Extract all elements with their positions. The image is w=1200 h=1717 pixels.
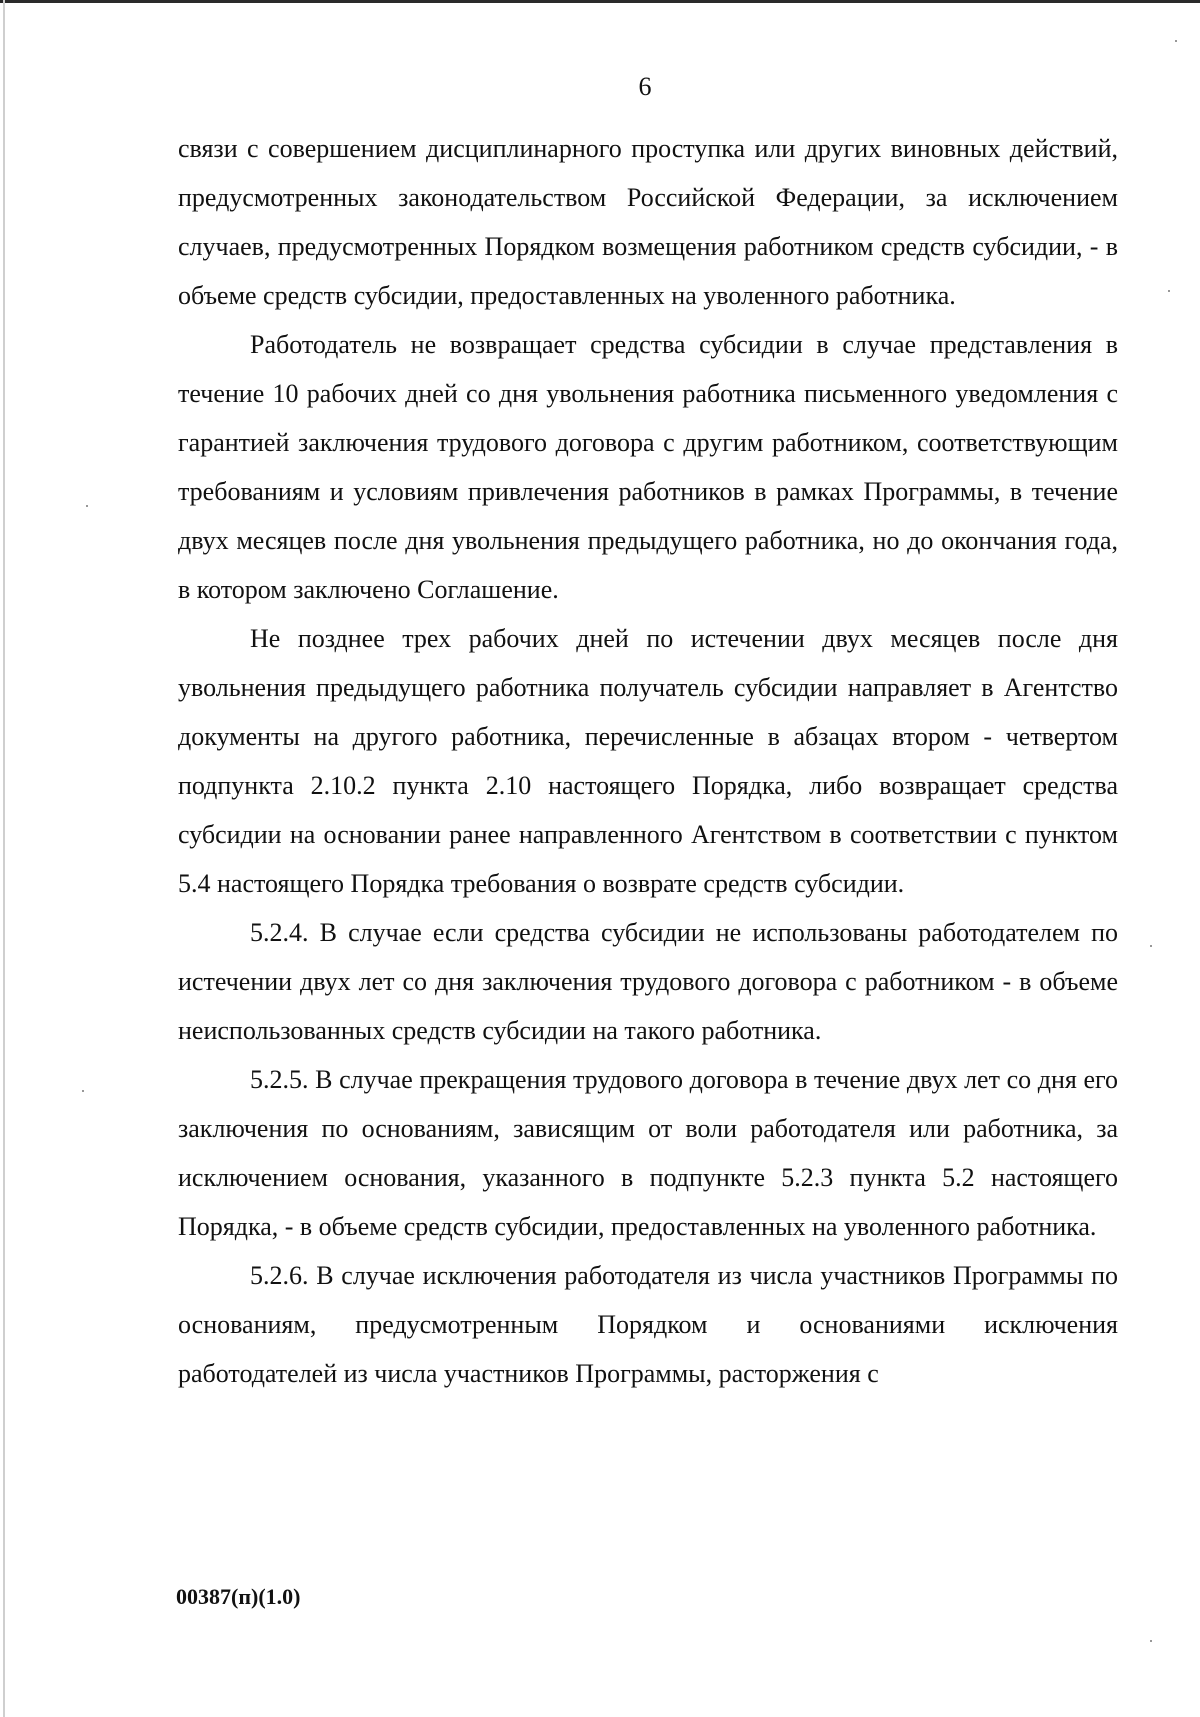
paragraph-5-2-6: 5.2.6. В случае исключения работодателя из числа участников Программы по основаниям, предусмотренным Порядком и основаниями исключения работодателей из числа участников Программы, расторжения с [178, 1261, 1118, 1388]
scan-speck [1150, 945, 1152, 947]
top-border-line [0, 0, 1200, 3]
paragraph-5-2-5: 5.2.5. В случае прекращения трудового договора в течение двух лет со дня его заключения по основаниям, зависящим от воли работодателя или работника, за исключением основания, указанного в подпункте 5.2.3 пункта 5.2 настоящего Порядка, - в объеме средств субсидии, предоставленных на уволенного работника. [178, 1065, 1118, 1241]
paragraph-deadline-documents: Не позднее трех рабочих дней по истечении двух месяцев после дня увольнения предыдущего работника получатель субсидии направляет в Агентство документы на другого работника, перечисленные в абзацах втором - четвертом подпункта 2.10.2 пункта 2.10 настоящего Порядка, либо возвращает средства субсидии на основании ранее направленного Агентством в соответствии с пунктом 5.4 настоящего Порядка требования о возврате средств субсидии. [178, 624, 1118, 898]
paragraph-continuation: связи с совершением дисциплинарного проступка или других виновных действий, предусмотренных законодательством Российской Федерации, за исключением случаев, предусмотренных Порядком возмещения работником средств субсидии, - в объеме средств субсидии, предоставленных на уволенного работника. [178, 134, 1118, 310]
scan-speck [1168, 290, 1170, 292]
paragraph-5-2-4: 5.2.4. В случае если средства субсидии не использованы работодателем по истечении двух лет со дня заключения трудового договора с работником - в объеме неиспользованных средств субсидии на такого работника. [178, 918, 1118, 1045]
scan-speck [1150, 1640, 1152, 1642]
left-edge-line [3, 0, 5, 1717]
page-number: 6 [638, 72, 652, 101]
scan-speck [86, 505, 88, 507]
scan-speck [82, 1090, 84, 1092]
document-code: 00387(п)(1.0) [176, 1584, 301, 1609]
document-body [178, 124, 1118, 1398]
paragraph-employer-not-return: Работодатель не возвращает средства субсидии в случае представления в течение 10 рабочих дней со дня увольнения работника письменного уведомления с гарантией заключения трудового договора с другим работником, соответствующим требованиям и условиям привлечения работников в рамках Программы, в течение двух месяцев после дня увольнения предыдущего работника, но до окончания года, в котором заключено Соглашение. [178, 330, 1118, 604]
scan-speck [1175, 40, 1177, 42]
